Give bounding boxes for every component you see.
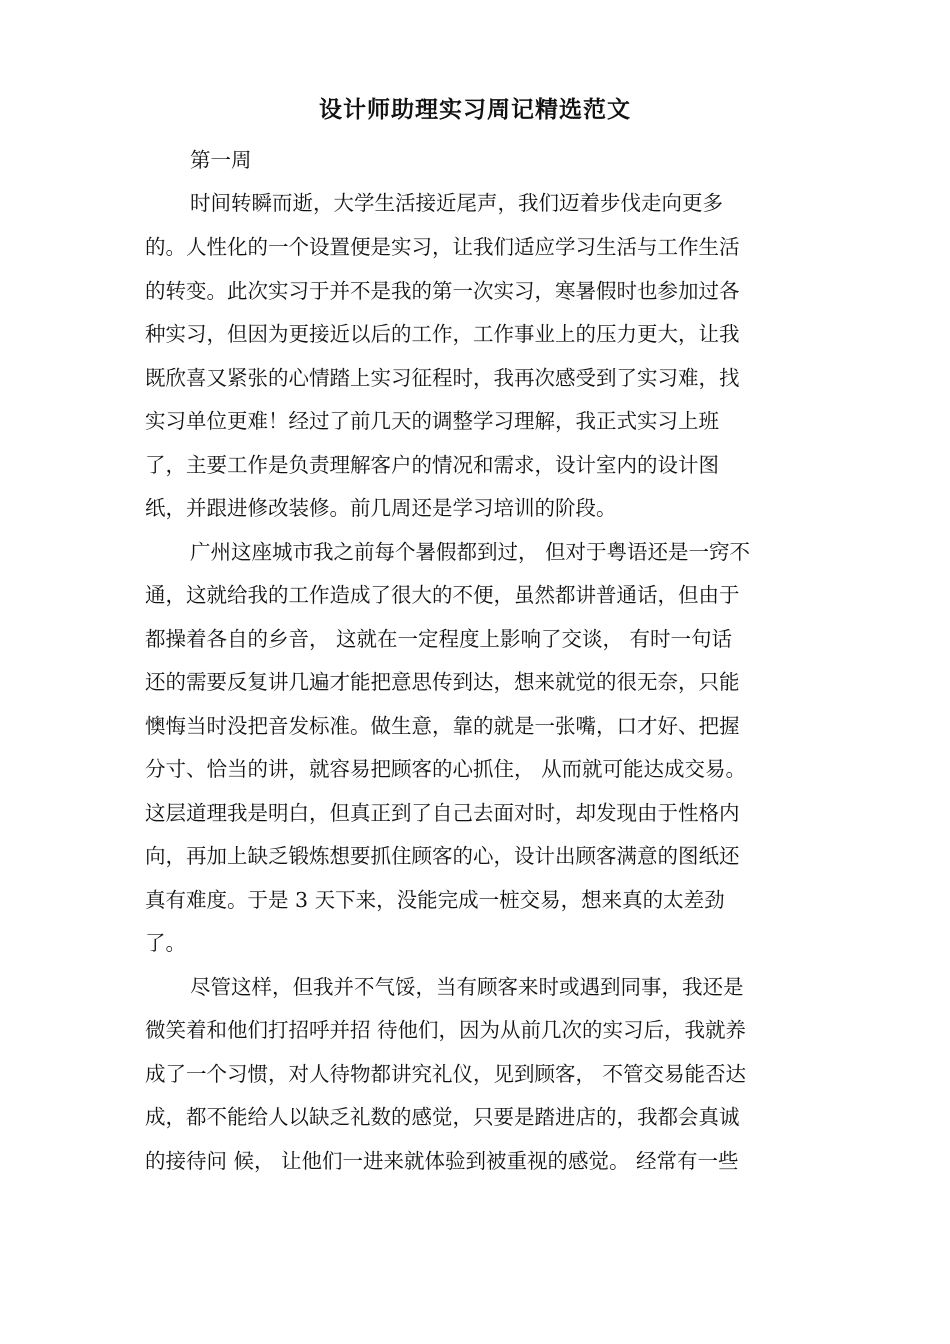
paragraph-line: 实习单位更难！经过了前几天的调整学习理解，我正式实习上班 <box>145 409 719 433</box>
paragraph-line: 的转变。此次实习于并不是我的第一次实习，寒暑假时也参加过各 <box>145 279 740 303</box>
paragraph-line: 的。人性化的一个设置便是实习，让我们适应学习生活与工作生活 <box>145 235 740 259</box>
paragraph-line: 广州这座城市我之前每个暑假都到过， 但对于粤语还是一窍不 <box>190 540 751 564</box>
paragraph-line: 成，都不能给人以缺乏礼数的感觉，只要是踏进店的，我都会真诚 <box>145 1105 740 1129</box>
paragraph-line: 真有难度。于是 3 天下来，没能完成一桩交易，想来真的太差劲 <box>145 888 725 912</box>
paragraph-line: 都操着各自的乡音， 这就在一定程度上影响了交谈， 有时一句话 <box>145 627 733 651</box>
paragraph-line: 向，再加上缺乏锻炼想要抓住顾客的心，设计出顾客满意的图纸还 <box>145 844 740 868</box>
paragraph-line: 了。 <box>145 931 186 955</box>
paragraph-line: 懊悔当时没把音发标准。做生意，靠的就是一张嘴，口才好、把握 <box>145 714 740 738</box>
paragraph-line: 尽管这样，但我并不气馁，当有顾客来时或遇到同事，我还是 <box>190 975 744 999</box>
paragraph-line: 还的需要反复讲几遍才能把意思传到达，想来就觉的很无奈，只能 <box>145 670 740 694</box>
document-title: 设计师助理实习周记精选范文 <box>319 96 631 123</box>
paragraph-line: 时间转瞬而逝，大学生活接近尾声，我们迈着步伐走向更多 <box>190 191 723 215</box>
paragraph-line: 通，这就给我的工作造成了很大的不便，虽然都讲普通话，但由于 <box>145 583 740 607</box>
paragraph-line: 种实习，但因为更接近以后的工作，工作事业上的压力更大，让我 <box>145 322 740 346</box>
paragraph-line: 这层道理我是明白，但真正到了自己去面对时，却发现由于性格内 <box>145 801 740 825</box>
section-heading: 第一周 <box>190 148 252 172</box>
paragraph-line: 了，主要工作是负责理解客户的情况和需求，设计室内的设计图 <box>145 453 719 477</box>
paragraph-line: 既欣喜又紧张的心情踏上实习征程时，我再次感受到了实习难，找 <box>145 366 740 390</box>
paragraph-line: 微笑着和他们打招呼并招 待他们，因为从前几次的实习后，我就养 <box>145 1018 747 1042</box>
paragraph-line: 纸，并跟进修改装修。前几周还是学习培训的阶段。 <box>145 496 617 520</box>
paragraph-line: 分寸、恰当的讲，就容易把顾客的心抓住， 从而就可能达成交易。 <box>145 757 747 781</box>
paragraph-line: 成了一个习惯，对人待物都讲究礼仪，见到顾客， 不管交易能否达 <box>145 1062 747 1086</box>
paragraph-line: 的接待问 候， 让他们一进来就体验到被重视的感觉。 经常有一些 <box>145 1149 739 1173</box>
